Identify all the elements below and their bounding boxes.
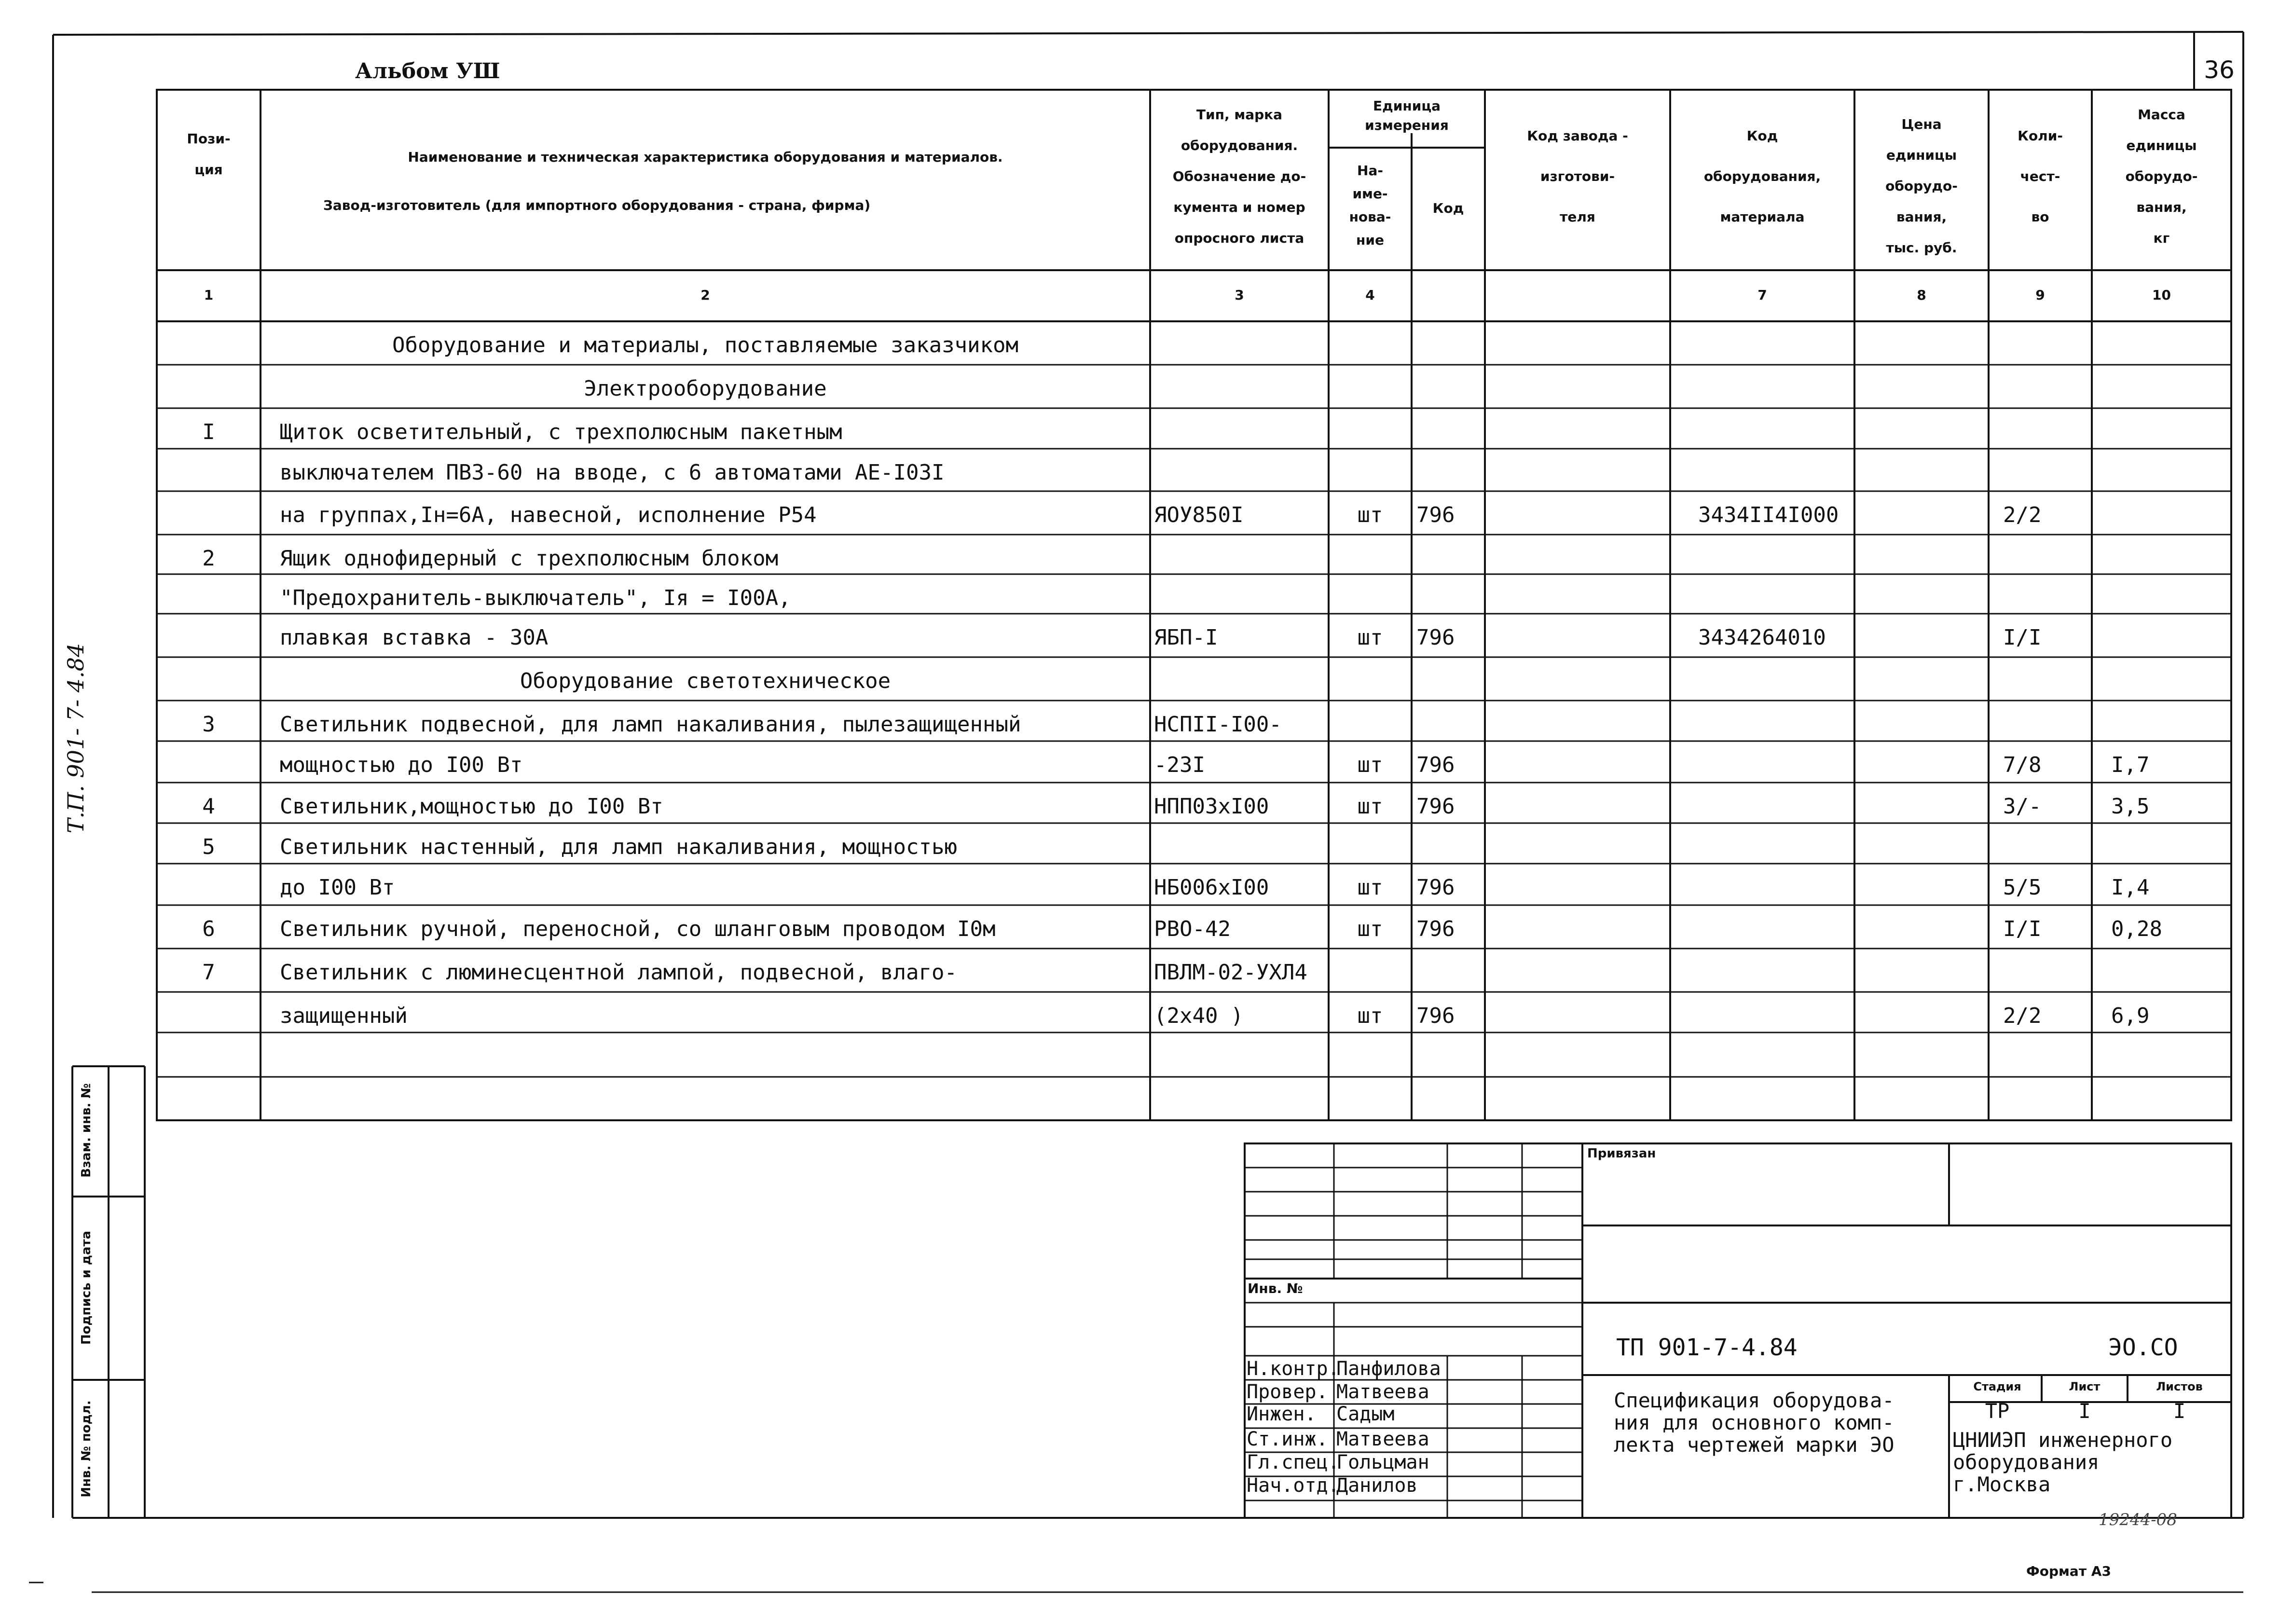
- org-line: оборудования: [1953, 1450, 2100, 1474]
- sheets-label: Листов: [2156, 1380, 2203, 1393]
- header-line: материала: [1720, 209, 1805, 225]
- title-line: ния для основного комп-: [1614, 1411, 1895, 1434]
- cell-name: Светильник,мощностью до I00 Вт: [280, 794, 663, 819]
- cell-name: Светильник настенный, для ламп накаливания, мощностью: [280, 835, 957, 859]
- cell-unit: шт: [1357, 794, 1383, 819]
- cell-pos: 4: [202, 794, 215, 819]
- role-label: Провер.: [1247, 1381, 1328, 1403]
- role-person: Гольцман: [1336, 1451, 1429, 1473]
- cell-code: 796: [1416, 1004, 1455, 1028]
- header-line: ние: [1356, 232, 1384, 248]
- cell-qty: I/I: [2003, 625, 2042, 650]
- header-line: тыс. руб.: [1886, 240, 1957, 256]
- header-line: изготови-: [1540, 168, 1615, 184]
- header-equipment-code: [1670, 116, 1854, 237]
- cell-qty: 7/8: [2003, 753, 2042, 777]
- cell-qty: 2/2: [2003, 1004, 2042, 1028]
- header-unit-group: [1329, 96, 1485, 135]
- organization: [1953, 1429, 2172, 1496]
- header-line: опросного листа: [1174, 230, 1304, 246]
- header-factory-code: [1485, 116, 1670, 237]
- side-field-podpis: [79, 1196, 101, 1379]
- cell-mass: I,4: [2111, 875, 2150, 900]
- cell-type: РВО-42: [1154, 917, 1231, 941]
- header-line: Цена: [1901, 116, 1942, 132]
- header-quantity: [1989, 116, 2092, 237]
- cell-pos: 6: [202, 917, 215, 941]
- stage-label: Стадия: [1973, 1380, 2021, 1393]
- role-label: Н.контр.: [1247, 1358, 1340, 1380]
- header-type: [1150, 99, 1329, 254]
- header-line: оборудо-: [1885, 178, 1958, 194]
- column-number: 2: [700, 287, 710, 303]
- header-line: кумента и номер: [1173, 199, 1305, 215]
- header-line: Коли-: [2018, 128, 2063, 144]
- cell-type: (2х40 ): [1154, 1004, 1244, 1028]
- cell-qty: 5/5: [2003, 875, 2042, 900]
- header-line: единицы: [1886, 147, 1957, 163]
- cell-name: плавкая вставка - 30А: [280, 625, 549, 650]
- cell-pos: 5: [202, 835, 215, 859]
- header-line: чест-: [2020, 168, 2060, 184]
- cell-pos: 3: [202, 712, 215, 737]
- side-field-vzam: [79, 1065, 101, 1196]
- header-price: [1854, 109, 1989, 263]
- sheet-number: 36: [2204, 56, 2235, 84]
- cell-name: до I00 Вт: [280, 875, 395, 900]
- side-field-label: Подпись и дата: [79, 1230, 94, 1345]
- header-line: Наименование и техническая характеристика оборудования и материалов.: [408, 149, 1003, 165]
- role-label: Инжен.: [1247, 1403, 1317, 1425]
- format-label: Формат А3: [2026, 1563, 2111, 1579]
- cell-name: Оборудование светотехническое: [520, 669, 891, 693]
- sheet-label: Лист: [2069, 1380, 2101, 1393]
- sheets-value: I: [2173, 1399, 2186, 1423]
- cell-type: ЯОУ850I: [1154, 503, 1244, 527]
- column-number: 3: [1235, 287, 1244, 303]
- cell-code: 796: [1416, 794, 1455, 819]
- header-position: [157, 124, 261, 185]
- stamp-number: 19244-08: [2099, 1510, 2177, 1529]
- header-line: Единица: [1373, 98, 1441, 114]
- role-person: Матвеева: [1336, 1381, 1429, 1403]
- header-line: ция: [194, 162, 223, 178]
- album-title: Альбом УШ: [355, 59, 500, 83]
- cell-name: Ящик однофидерный с трехполюсным блоком: [280, 546, 779, 571]
- header-unit-name: [1329, 159, 1412, 252]
- cell-qty: I/I: [2003, 917, 2042, 941]
- cell-name: "Предохранитель-выключатель", Iя = I00А,: [280, 586, 791, 610]
- side-field-label: Взам. инв. №: [79, 1083, 94, 1178]
- header-line: оборудования.: [1181, 138, 1298, 153]
- column-number: 8: [1917, 287, 1926, 303]
- column-number: 4: [1365, 287, 1375, 303]
- cell-name: Электрооборудование: [584, 376, 827, 401]
- doc-code: ТП 901-7-4.84: [1616, 1334, 1798, 1361]
- cell-type: ЯБП-I: [1154, 625, 1218, 650]
- stage-value: ТР: [1985, 1399, 2010, 1423]
- cell-name: Светильник подвесной, для ламп накаливания, пылезащищенный: [280, 712, 1021, 737]
- column-numbers-row: [0, 280, 2279, 312]
- header-mass: [2092, 99, 2231, 254]
- cell-type: ПВЛМ-02-УХЛ4: [1154, 960, 1307, 985]
- header-line: единицы: [2126, 138, 2197, 153]
- role-label: Ст.инж.: [1247, 1428, 1328, 1450]
- header-line: Масса: [2138, 107, 2185, 123]
- title-line: Спецификация оборудова-: [1614, 1389, 1895, 1412]
- header-line: Обозначение до-: [1172, 168, 1306, 184]
- cell-name: Светильник с люминесцентной лампой, подвесной, влаго-: [280, 960, 957, 985]
- cell-name: Светильник ручной, переносной, со шланговым проводом I0м: [280, 917, 996, 941]
- cell-mat: 3434II4I000: [1698, 503, 1839, 527]
- document-title: [1614, 1390, 1895, 1456]
- cell-pos: 7: [202, 960, 215, 985]
- header-line: Код завода -: [1527, 128, 1628, 144]
- privyazan-label: Привязан: [1587, 1146, 1656, 1161]
- cell-name: Щиток осветительный, с трехполюсным пакетным: [280, 420, 842, 444]
- header-line: На-: [1357, 163, 1383, 179]
- header-line: во: [2031, 209, 2049, 225]
- cell-name: мощностью до I00 Вт: [280, 753, 523, 777]
- cell-name: на группах,Iн=6А, навесной, исполнение Р54: [280, 503, 817, 527]
- cell-unit: шт: [1357, 917, 1383, 941]
- cell-mass: 6,9: [2111, 1004, 2150, 1028]
- header-name: [261, 133, 1150, 230]
- cell-code: 796: [1416, 625, 1455, 650]
- role-label: Нач.отд.: [1247, 1474, 1340, 1497]
- role-person: Панфилова: [1336, 1358, 1441, 1380]
- cell-qty: 2/2: [2003, 503, 2042, 527]
- header-line: оборудования,: [1703, 168, 1821, 184]
- cell-unit: шт: [1357, 875, 1383, 900]
- cell-code: 796: [1416, 753, 1455, 777]
- drawing-mark: ЭО.СО: [2108, 1334, 2178, 1361]
- cell-mass: 0,28: [2111, 917, 2162, 941]
- cell-name: Оборудование и материалы, поставляемые заказчиком: [392, 333, 1019, 358]
- cell-mass: I,7: [2111, 753, 2150, 777]
- column-number: 10: [2152, 287, 2171, 303]
- role-person: Садым: [1336, 1403, 1395, 1425]
- side-project-code: Т.П. 901- 7- 4.84: [63, 643, 89, 834]
- cell-name: защищенный: [280, 1004, 408, 1028]
- cell-qty: 3/-: [2003, 794, 2042, 819]
- cell-name: выключателем ПВЗ-60 на вводе, с 6 автоматами АЕ-I03I: [280, 460, 945, 485]
- cell-unit: шт: [1357, 503, 1383, 527]
- org-line: ЦНИИЭП инженерного: [1953, 1428, 2173, 1452]
- header-line: нова-: [1349, 209, 1391, 225]
- header-line: теля: [1560, 209, 1595, 225]
- header-line: Пози-: [187, 131, 231, 147]
- cell-code: 796: [1416, 875, 1455, 900]
- cell-type: НБ006хI00: [1154, 875, 1269, 900]
- role-person: Матвеева: [1336, 1428, 1429, 1450]
- cell-mat: 3434264010: [1698, 625, 1826, 650]
- column-number: 7: [1757, 287, 1767, 303]
- cell-unit: шт: [1357, 625, 1383, 650]
- header-line: вания,: [1896, 209, 1947, 225]
- role-label: Гл.спец.: [1247, 1451, 1340, 1473]
- column-number: 9: [2035, 287, 2045, 303]
- cell-type: НСПII-I00-: [1154, 712, 1282, 737]
- sheet-value: I: [2078, 1399, 2091, 1423]
- header-line: Завод-изготовитель (для импортного оборудования - страна, фирма): [323, 197, 871, 213]
- cell-mass: 3,5: [2111, 794, 2150, 819]
- org-line: г.Москва: [1953, 1473, 2051, 1496]
- cell-type: -23I: [1154, 753, 1205, 777]
- header-line: Тип, марка: [1196, 107, 1283, 123]
- header-line: оборудо-: [2125, 168, 2198, 184]
- cell-unit: шт: [1357, 1004, 1383, 1028]
- header-line: вания,: [2136, 199, 2187, 215]
- cell-type: НПП03хI00: [1154, 794, 1269, 819]
- role-person: Данилов: [1336, 1474, 1418, 1497]
- header-line: кг: [2153, 230, 2170, 246]
- header-unit-code: Код: [1432, 200, 1464, 216]
- cell-pos: I: [202, 420, 215, 444]
- side-field-inv: [79, 1380, 101, 1518]
- header-line: измерения: [1365, 117, 1449, 133]
- inv-no-label: Инв. №: [1248, 1280, 1303, 1296]
- cell-unit: шт: [1357, 753, 1383, 777]
- title-line: лекта чертежей марки ЭО: [1614, 1433, 1895, 1457]
- column-number: 1: [204, 287, 214, 303]
- cell-code: 796: [1416, 917, 1455, 941]
- header-line: Код: [1746, 128, 1778, 144]
- cell-pos: 2: [202, 546, 215, 571]
- cell-code: 796: [1416, 503, 1455, 527]
- side-field-label: Инв. № подл.: [79, 1400, 94, 1498]
- header-line: име-: [1352, 186, 1388, 202]
